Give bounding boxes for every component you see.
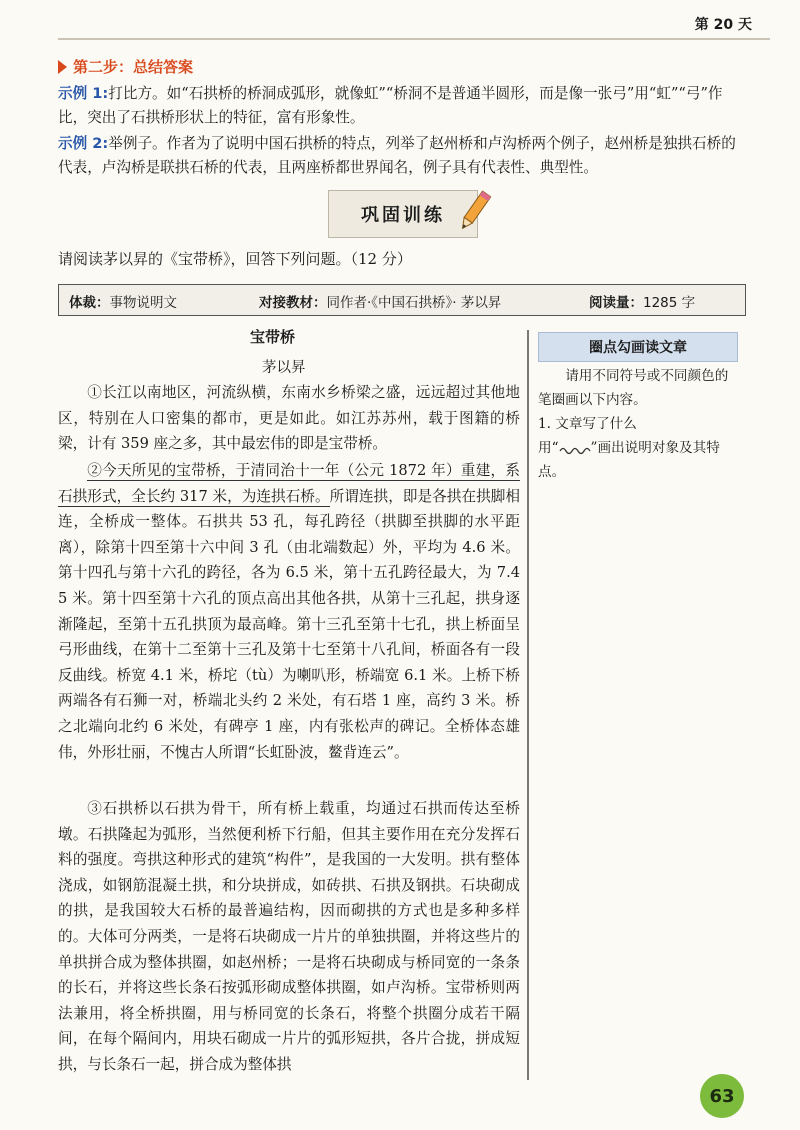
step-heading xyxy=(58,56,193,77)
underlined-sentence: ②今天所见的宝带桥，于清同治十一年（公元 1872 年）重建，系石拱形式，全长约 317 米，为连拱石桥。 xyxy=(58,462,520,505)
wavy-underline-icon xyxy=(559,443,591,455)
sidebar-title: 圈点勾画读文章 xyxy=(589,340,687,356)
meta-genre: 体裁：事物说明文 xyxy=(69,295,177,311)
day-label: 第 20 天 xyxy=(694,17,752,33)
example-2-text: 举例子。作者为了说明中国石拱桥的特点，列举了赵州桥和卢沟桥两个例子，赵州桥是独拱石桥的代表，卢沟桥是联拱石桥的代表，且两座桥都世界闻名，例子具有代表性、典型性。 xyxy=(58,135,736,176)
article-paragraph-2-rest: 所谓连拱，即是各拱在拱脚相连，全桥成一整体。石拱共 53 孔，每孔跨径（拱脚至拱脚的水平距离），除第十四至第十六中间 3 孔（由北端数起）外，平均为 4.6 米。第十四孔与第十六孔的跨径，各为 6.5 米，第十五孔跨径最大，为 7.45 米。第十四至第十六孔的顶点高出其他各拱，从第十三孔起，拱身逐渐隆起，至第十五孔拱顶为最高峰。第十三孔至第十七孔，拱上桥面呈弓形曲线，在第十二至第十三孔及第十七至第十八孔间，桥面各有一段反曲线。桥宽 4.1 米，桥坨（tù）为喇叭形，桥端宽 6.1 米。上桥下桥两端各有石狮一对，桥端北头约 2 米处，有石塔 1 座，高约 3 米。桥之北端向北约 6 米处，有碑亭 1 座，内有张松声的碑记。全桥体态雄伟，外形壮丽，不愧古人所谓“长虹卧波，鳌背连云”。 xyxy=(58,487,520,761)
section-banner-title: 巩固训练 xyxy=(361,205,445,226)
pencil-icon xyxy=(456,188,492,236)
step-title: 第二步：总结答案 xyxy=(73,58,194,76)
article-author: 茅以昇 xyxy=(262,360,306,376)
article-paragraph-1: ①长江以南地区，河流纵横，东南水乡桥梁之盛，远远超过其他地区，特别在人口密集的都市，更是如此。如江苏苏州，载于图籍的桥梁，计有 359 座之多，其中最宏伟的即是宝带桥。 xyxy=(58,384,520,453)
meta-textbook-link: 对接教材：同作者·《中国石拱桥》· 茅以昇 xyxy=(259,295,502,311)
sidebar-title-box xyxy=(538,332,738,362)
question-instruction: 请阅读茅以昇的《宝带桥》，回答下列问题。（12 分） xyxy=(58,250,412,268)
meta-word-count: 阅读量：1285 字 xyxy=(589,295,696,311)
example-1 xyxy=(58,82,748,130)
sidebar-intro: 请用不同符号或不同颜色的笔圈画以下内容。 xyxy=(538,368,729,408)
header-divider xyxy=(58,38,770,40)
article-paragraph-3: ③石拱桥以石拱为骨干，所有桥上载重，均通过石拱而传达至桥墩。石拱隆起为弧形，当然便利桥下行船，但其主要作用在充分发挥石料的强度。弯拱这种形式的建筑“构件”，是我国的一大发明。拱有整体浇成，如钢筋混凝土拱，和分块拼成，如砖拱、石拱及钢拱。石块砌成的拱，是我国较大石桥的最普遍结构，因而砌拱的方式也是多种多样的。大体可分两类，一是将石块砌成一片片的单独拱圈，并将这些片的单拱拼合成为整体拱圈，如赵州桥；一是将石块砌成与桥同宽的一条条的长石，并将这些长条石按弧形砌成整体拱圈，如卢沟桥。宝带桥则两法兼用，将全桥拱圈，用与桥同宽的长条石，将整个拱圈分成若干隔间，在每个隔间内，用块石砌成一片片的弧形短拱，各片合拢，拼成短拱，与长条石一起，拼合成为整体拱 xyxy=(58,800,520,1073)
article-paragraph-2 xyxy=(58,458,520,765)
example-2-label: 示例 2: xyxy=(58,135,109,152)
column-divider xyxy=(527,330,529,1080)
reading-meta-bar xyxy=(58,284,746,316)
example-1-text: 打比方。如“石拱桥的桥洞成弧形，就像虹”“桥洞不是普通半圆形，而是像一张弓”用“虹”“弓”作比，突出了石拱桥形状上的特征，富有形象性。 xyxy=(58,85,723,126)
example-1-label: 示例 1: xyxy=(58,85,109,102)
sidebar-item-title: 1. 文章写了什么 xyxy=(538,416,637,432)
sidebar-item-instruction: 用“ ”画出说明对象及其特点。 xyxy=(538,440,720,480)
example-2 xyxy=(58,132,748,180)
page-number: 63 xyxy=(709,1085,735,1107)
page-number-badge xyxy=(700,1074,744,1118)
triangle-marker-icon xyxy=(58,60,67,74)
article-title: 宝带桥 xyxy=(250,328,296,346)
